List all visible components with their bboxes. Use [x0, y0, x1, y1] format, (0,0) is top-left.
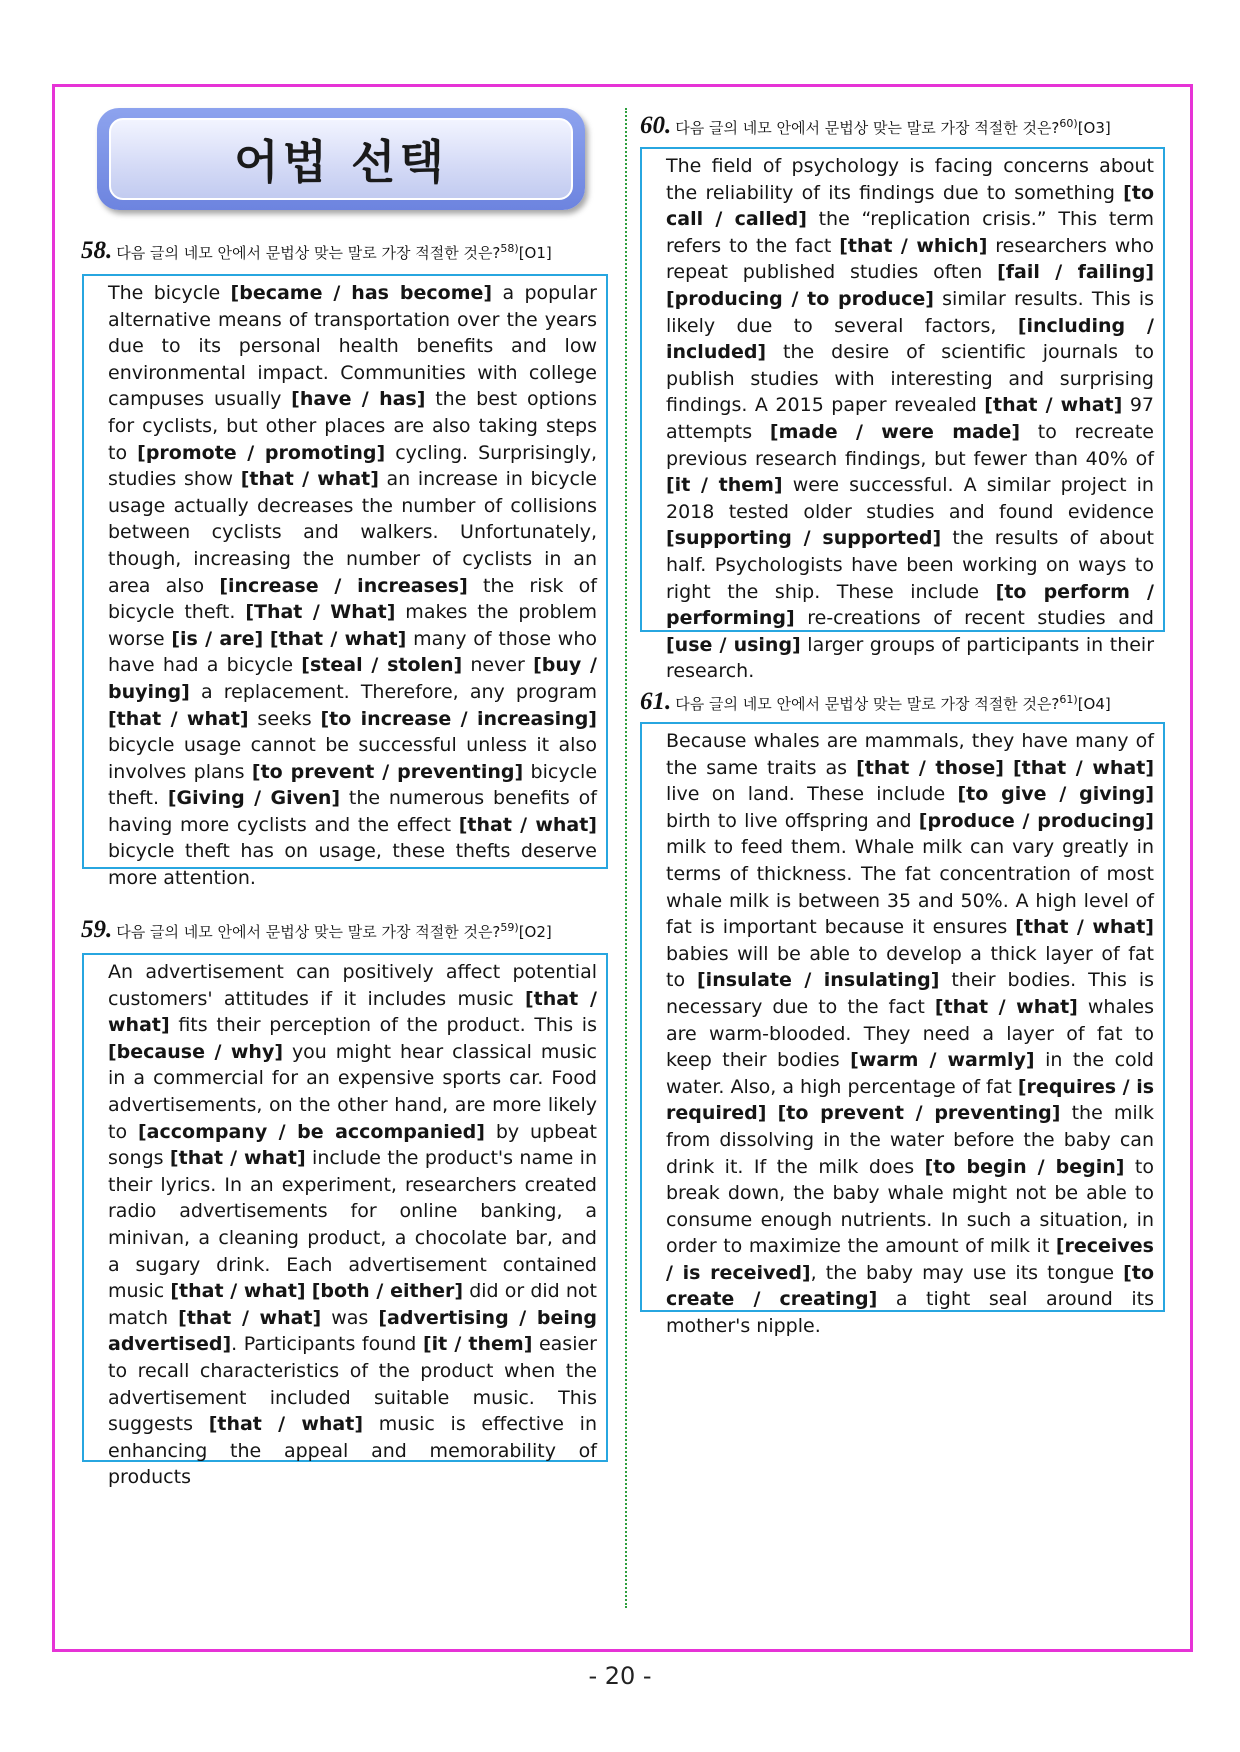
question-code: [O3]	[1077, 119, 1111, 137]
question-header-60	[640, 112, 1111, 140]
section-title-inner	[109, 118, 573, 200]
question-passage: Because whales are mammals, they have many of the same traits as [that / those] [that / what] live on land. These include [to give / giving] birth to live offspring and [produce / producing] milk to feed them. Whale milk can vary greatly in terms of thickness. The fat concentration of most whale milk is between 35 and 50%. A high level of fat is important because it ensures [that / what] babies will be able to develop a thick layer of fat to [insulate / insulating] their bodies. This is necessary due to the fact [that / what] whales are warm-blooded. They need a layer of fat to keep their bodies [warm / warmly] in the cold water. Also, a high percentage of fat [requires / is required] [to prevent / preventing] the milk from dissolving in the water before the baby can drink it. If the milk does [to begin / begin] to break down, the baby whale might not be able to consume enough nutrients. In such a situation, in order to maximize the amount of milk it [receives / is received], the baby may use its tongue [to create / creating] a tight seal around its mother's nipple.	[666, 730, 1155, 1338]
choice-bracket: [to begin / begin]	[924, 1155, 1125, 1178]
section-title: 어법 선택	[234, 135, 448, 189]
choice-bracket: [have / has]	[291, 388, 426, 411]
choice-bracket: [that / what]	[169, 1147, 306, 1170]
choice-bracket: [that / what]	[108, 987, 597, 1037]
choice-bracket: [it / them]	[666, 474, 783, 497]
choice-bracket: [buy / buying]	[108, 654, 597, 703]
page-number: - 20 -	[588, 1662, 652, 1690]
choice-bracket: [that / those]	[856, 756, 1004, 779]
choice-bracket: [producing / to produce]	[666, 287, 934, 310]
question-passage: An advertisement can positively affect potential customers' attitudes if it includes music [that / what] fits their perception of the product. This is [because / why] you might hear classical music in a commercial for an expensive sports car. Food advertisements, on the other hand, are more likely to [accompany / be accompanied] by upbeat songs [that / what] include the product's name in their lyrics. In an experiment, researchers created radio advertisements for online banking, a minivan, a cleaning product, a chocolate bar, and a sugary drink. Each advertisement contained music [that / what] [both / either] did or did not match [that / what] was [advertising / being advertised]. Participants found [it / them] easier to recall characteristics of the product when the advertisement included suitable music. This suggests [that / what] music is effective in enhancing the appeal and memorability of products	[108, 961, 597, 1489]
choice-bracket: [receives / is received]	[666, 1235, 1154, 1284]
question-header-58	[81, 237, 552, 265]
choice-bracket: [to prevent / preventing]	[777, 1102, 1061, 1125]
choice-bracket: [that / what]	[934, 995, 1078, 1018]
choice-bracket: [it / them]	[422, 1333, 533, 1356]
choice-bracket: [increase / increases]	[219, 574, 468, 597]
question-instruction: 다음 글의 네모 안에서 문법상 맞는 말로 가장 적절한 것은?	[675, 119, 1060, 137]
choice-bracket: [is / are]	[171, 627, 264, 650]
choice-bracket: [accompany / be accompanied]	[137, 1120, 485, 1143]
question-header-59	[81, 916, 552, 944]
choice-bracket: [requires / is required]	[666, 1075, 1155, 1125]
question-ref: 60)	[1059, 117, 1078, 130]
question-code: [O1]	[518, 244, 552, 262]
choice-bracket: [that / what]	[458, 813, 597, 836]
choice-bracket: [to give / giving]	[957, 783, 1154, 806]
choice-bracket: [that / what]	[269, 627, 407, 650]
choice-bracket: [warm / warmly]	[850, 1049, 1035, 1072]
question-passage-box-61	[640, 722, 1165, 1338]
choice-bracket: [that / what]	[984, 394, 1123, 417]
choice-bracket: [to create / creating]	[666, 1261, 1154, 1311]
column-divider	[625, 108, 627, 1608]
question-ref: 61)	[1059, 693, 1078, 706]
choice-bracket: [that / what]	[1013, 756, 1154, 779]
question-number: 58.	[81, 237, 113, 264]
choice-bracket: [both / either]	[311, 1280, 464, 1303]
choice-bracket: [That / What]	[245, 601, 396, 624]
choice-bracket: [produce / producing]	[918, 809, 1154, 832]
question-passage: The field of psychology is facing concerns about the reliability of its findings due to something [to call / called] the “replication crisis.” This term refers to the fact [that / which] researchers who repeat published studies often [fail / failing] [producing / to produce] similar results. This is likely due to several factors, [including / included] the desire of scientific journals to publish studies with interesting and surprising findings. A 2015 paper revealed [that / what] 97 attempts [made / were made] to recreate previous research findings, but fewer than 40% of [it / them] were successful. A similar project in 2018 tested older studies and found evidence [supporting / supported] the results of about half. Psychologists have been working on ways to right the ship. These include [to perform / performing] re-creations of recent studies and [use / using] larger groups of participants in their research.	[666, 155, 1155, 683]
section-title-banner	[97, 108, 585, 210]
choice-bracket: [to prevent / preventing]	[251, 760, 524, 783]
question-instruction: 다음 글의 네모 안에서 문법상 맞는 말로 가장 적절한 것은?	[675, 695, 1060, 713]
question-number: 61.	[640, 688, 672, 715]
choice-bracket: [advertising / being advertised]	[108, 1306, 597, 1356]
question-ref: 59)	[500, 921, 519, 934]
choice-bracket: [Giving / Given]	[167, 787, 341, 810]
question-number: 60.	[640, 112, 672, 139]
choice-bracket: [to increase / increasing]	[320, 707, 597, 730]
choice-bracket: [including / included]	[666, 314, 1154, 364]
question-number: 59.	[81, 916, 113, 943]
question-ref: 58)	[500, 242, 519, 255]
question-passage-box-59	[82, 953, 608, 1489]
choice-bracket: [became / has become]	[230, 282, 493, 304]
question-passage: The bicycle [became / has become] a popular alternative means of transportation over the years due to its personal health benefits and low environmental impact. Communities with college campuses usually [have / has] the best options for cyclists, but other places are also taking steps to [promote / promoting] cycling. Surprisingly, studies show [that / what] an increase in bicycle usage actually decreases the number of collisions between cyclists and walkers. Unfortunately, though, increasing the number of cyclists in an area also [increase / increases] the risk of bicycle theft. [That / What] makes the problem worse [is / are] [that / what] many of those who have had a bicycle [steal / stolen] never [buy / buying] a replacement. Therefore, any program [that / what] seeks [to increase / increasing] bicycle usage cannot be successful unless it also involves plans [to prevent / preventing] bicycle theft. [Giving / Given] the numerous benefits of having more cyclists and the effect [that / what] bicycle theft has on usage, these thefts deserve more attention.	[108, 282, 598, 890]
choice-bracket: [to call / called]	[666, 181, 1154, 231]
question-header-61	[640, 688, 1111, 716]
choice-bracket: [that / what]	[170, 1280, 306, 1303]
choice-bracket: [that / what]	[208, 1413, 364, 1436]
choice-bracket: [that / what]	[1015, 916, 1154, 939]
choice-bracket: [supporting / supported]	[666, 527, 942, 550]
question-passage-box-58	[82, 274, 608, 890]
choice-bracket: [fail / failing]	[997, 261, 1155, 284]
choice-bracket: [made / were made]	[769, 420, 1021, 443]
choice-bracket: [that / which]	[839, 234, 988, 257]
question-code: [O4]	[1077, 695, 1111, 713]
question-code: [O2]	[518, 923, 552, 941]
choice-bracket: [that / what]	[240, 468, 379, 491]
choice-bracket: [because / why]	[108, 1040, 284, 1063]
question-instruction: 다음 글의 네모 안에서 문법상 맞는 말로 가장 적절한 것은?	[116, 923, 501, 941]
question-passage-box-60	[640, 147, 1165, 683]
question-instruction: 다음 글의 네모 안에서 문법상 맞는 말로 가장 적절한 것은?	[116, 244, 501, 262]
choice-bracket: [insulate / insulating]	[697, 969, 940, 992]
choice-bracket: [that / what]	[178, 1306, 322, 1329]
choice-bracket: [promote / promoting]	[137, 441, 386, 464]
choice-bracket: [that / what]	[108, 707, 249, 730]
choice-bracket: [to perform / performing]	[666, 580, 1154, 630]
choice-bracket: [use / using]	[666, 633, 801, 656]
choice-bracket: [steal / stolen]	[301, 654, 463, 677]
